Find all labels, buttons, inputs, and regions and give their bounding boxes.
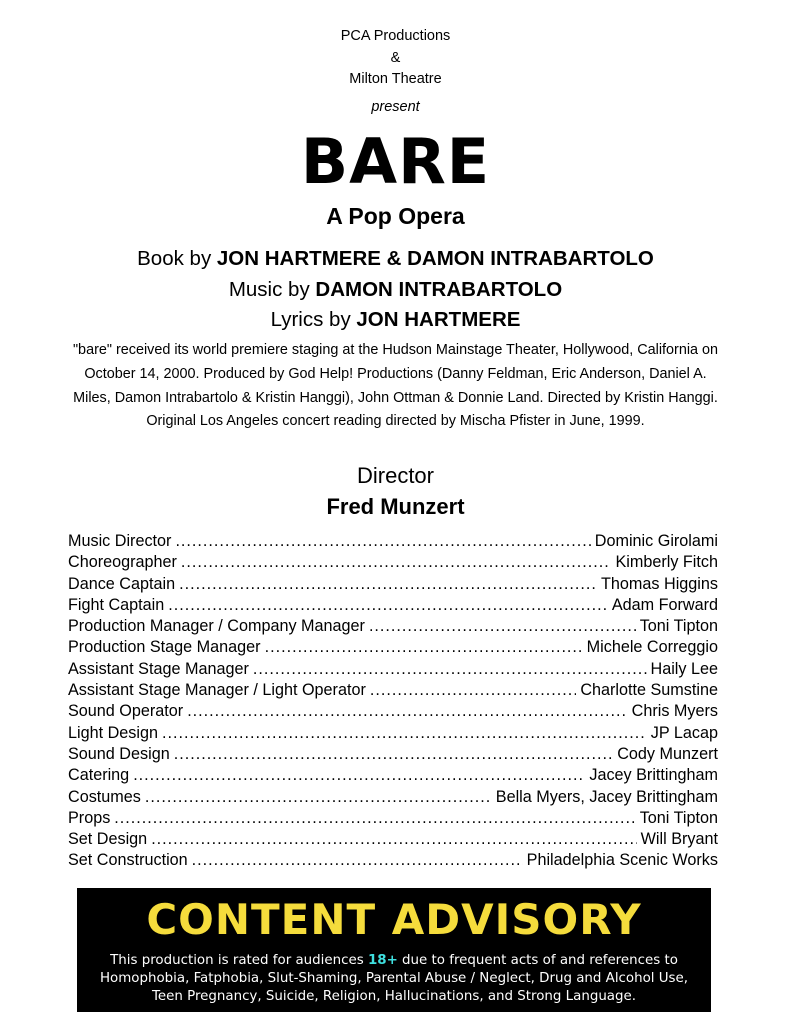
- crew-name: Adam Forward: [611, 595, 718, 614]
- crew-row: [68, 851, 718, 872]
- crew-name: Michele Correggio: [586, 638, 718, 657]
- crew-role: Choreographer: [68, 553, 177, 572]
- crew-role: Music Director: [68, 532, 172, 550]
- dot-leader: [253, 660, 647, 679]
- crew-row: [68, 660, 718, 681]
- dot-leader: [370, 681, 576, 700]
- dot-leader: [187, 702, 627, 721]
- dot-leader: [181, 553, 612, 572]
- crew-row: [68, 702, 718, 723]
- crew-row: [68, 788, 718, 809]
- dot-leader: [174, 745, 614, 764]
- dot-leader: [192, 851, 523, 870]
- dot-leader: [133, 766, 585, 785]
- crew-row: [68, 596, 718, 617]
- music-credit: [0, 275, 791, 306]
- crew-name: Toni Tipton: [639, 808, 718, 827]
- advisory-text-after: due to frequent acts of and references to Homophobia, Fatphobia, Slut-Shaming, Parental Abuse / Neglect, Drug and Alcohol Use, Teen Pregnancy, Suicide, Religion, Hallucinations, and Strong Language.: [99, 953, 689, 1004]
- crew-row: [68, 724, 718, 745]
- dot-leader: [145, 788, 492, 807]
- book-credit: [0, 244, 791, 275]
- lyrics-names: JON HARTMERE: [356, 308, 521, 331]
- crew-role: Catering: [68, 766, 130, 785]
- crew-list: [68, 532, 718, 873]
- content-advisory: [77, 888, 711, 1012]
- dot-leader: [175, 532, 590, 551]
- crew-row: [68, 617, 718, 638]
- crew-row: [68, 745, 718, 766]
- dot-leader: [179, 575, 597, 594]
- dot-leader: [151, 830, 636, 849]
- crew-role: Sound Operator: [68, 702, 184, 721]
- crew-role: Light Design: [68, 723, 158, 742]
- music-prefix: Music by: [228, 277, 316, 301]
- crew-name: Thomas Higgins: [601, 574, 718, 593]
- presenter-1: PCA Productions: [340, 28, 451, 44]
- crew-role: Costumes: [68, 787, 141, 806]
- presenter-ampersand: &: [390, 49, 401, 66]
- advisory-text-before: This production is rated for audiences: [110, 953, 368, 968]
- crew-name: Cody Munzert: [617, 744, 718, 763]
- crew-role: Props: [68, 808, 111, 827]
- present-label: present: [371, 99, 420, 115]
- crew-row: [68, 809, 718, 830]
- show-title: BARE: [300, 125, 491, 198]
- crew-role: Dance Captain: [68, 574, 176, 593]
- music-names: DAMON INTRABARTOLO: [315, 277, 563, 301]
- crew-name: Chris Myers: [631, 702, 718, 721]
- dot-leader: [369, 617, 636, 636]
- crew-row: [68, 766, 718, 787]
- crew-role: Assistant Stage Manager: [68, 659, 249, 678]
- authors-credits: [0, 244, 791, 336]
- crew-name: Haily Lee: [650, 659, 718, 678]
- premiere-note: "bare" received its world premiere staging at the Hudson Mainstage Theater, Hollywood, California on October 14, 2000. Produced by God Help! Productions (Danny Feldman, Eric Anderson, Daniel A. Miles, Damon Intrabartolo & Kristin Hanggi), John Ottman & Donnie Land. Directed by Kristin Hanggi. Original Los Angeles concert reading directed by Mischa Pfister in June, 1999.: [72, 342, 719, 430]
- lyrics-credit: [0, 305, 791, 336]
- show-subtitle: A Pop Opera: [326, 203, 465, 229]
- crew-row: [68, 553, 718, 574]
- lyrics-prefix: Lyrics by: [270, 308, 357, 331]
- dot-leader: [162, 724, 647, 743]
- crew-row: [68, 532, 718, 553]
- book-names: JON HARTMERE & DAMON INTRABARTOLO: [216, 247, 654, 270]
- advisory-title: CONTENT ADVISORY: [146, 895, 642, 944]
- director-label: Director: [356, 463, 434, 488]
- crew-row: [68, 830, 718, 851]
- crew-row: [68, 638, 718, 659]
- dot-leader: [168, 596, 608, 615]
- crew-role: Sound Design: [68, 744, 170, 763]
- crew-row: [68, 681, 718, 702]
- crew-role: Production Manager / Company Manager: [68, 617, 365, 636]
- dot-leader: [114, 809, 635, 828]
- crew-name: Jacey Brittingham: [589, 766, 718, 785]
- book-prefix: Book by: [137, 247, 217, 270]
- presenters: [0, 26, 791, 91]
- crew-role: Production Stage Manager: [68, 638, 261, 657]
- crew-row: [68, 575, 718, 596]
- crew-role: Assistant Stage Manager / Light Operator: [68, 681, 366, 700]
- director-name: Fred Munzert: [326, 494, 465, 519]
- crew-name: Dominic Girolami: [594, 532, 718, 550]
- crew-name: Toni Tipton: [639, 617, 718, 636]
- crew-role: Set Construction: [68, 851, 188, 870]
- advisory-text: [77, 946, 711, 1006]
- crew-name: Philadelphia Scenic Works: [526, 851, 718, 870]
- dot-leader: [265, 638, 583, 657]
- presenter-2: Milton Theatre: [349, 71, 442, 87]
- crew-name: Charlotte Sumstine: [580, 681, 718, 700]
- crew-name: Kimberly Fitch: [615, 553, 718, 572]
- age-rating: 18+: [367, 953, 398, 968]
- crew-role: Set Design: [68, 830, 148, 849]
- crew-name: Will Bryant: [640, 830, 718, 849]
- crew-name: JP Lacap: [650, 723, 718, 742]
- crew-role: Fight Captain: [68, 595, 165, 614]
- crew-name: Bella Myers, Jacey Brittingham: [495, 787, 718, 806]
